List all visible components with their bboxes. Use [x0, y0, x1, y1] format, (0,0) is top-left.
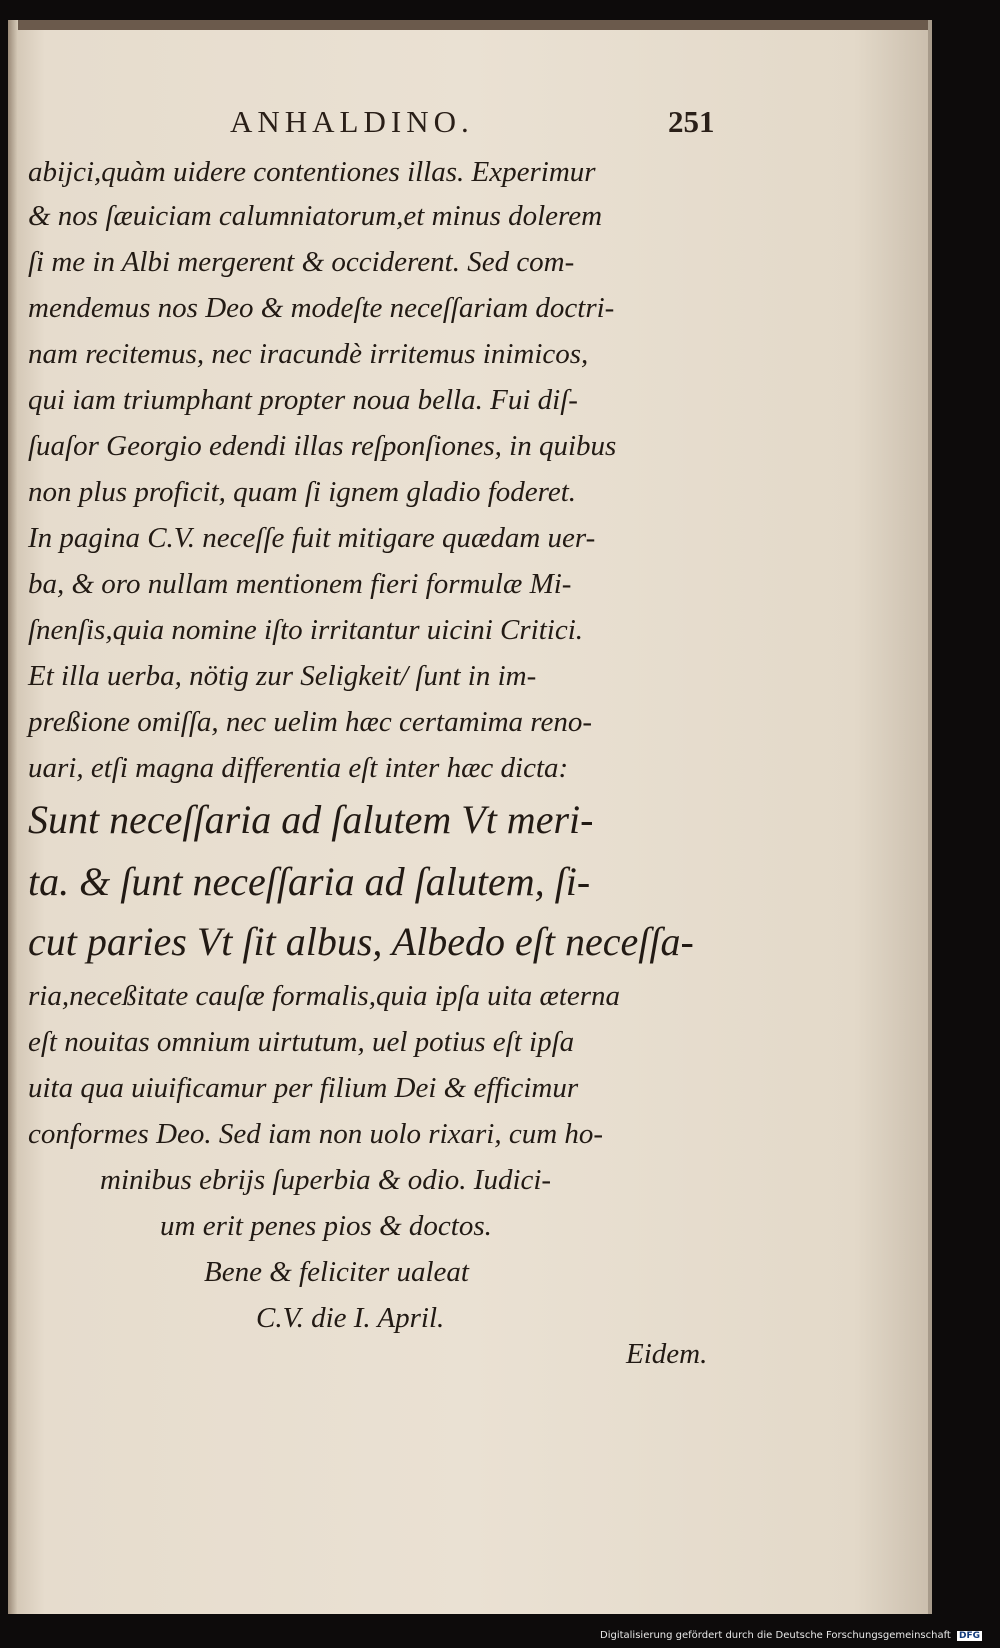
text-line: & nos ſæuiciam calumniatorum,et minus dolerem [28, 200, 603, 232]
text-line: abijci,quàm uidere contentiones illas. Experimur [28, 156, 596, 188]
text-line: minibus ebrijs ſuperbia & odio. Iudici- [100, 1164, 552, 1196]
text-line: nam recitemus, nec iracundè irritemus inimicos, [28, 338, 589, 370]
text-line: ria,neceßitate cauſæ formalis,quia ipſa uita æterna [28, 980, 621, 1012]
text-line: mendemus nos Deo & modeſte neceſſariam doctri- [28, 292, 615, 324]
catchword: Eidem. [626, 1338, 708, 1370]
dfg-logo: DFG [959, 1631, 981, 1641]
text-line: Et illa uerba, nötig zur Seligkeit/ ſunt in im- [28, 660, 537, 692]
text-line: uari, etſi magna differentia eſt inter hæc dicta: [28, 752, 569, 784]
text-line: conformes Deo. Sed iam non uolo rixari, cum ho- [28, 1118, 604, 1150]
text-line: qui iam triumphant propter noua bella. Fui diſ- [28, 384, 578, 416]
text-line-large: cut paries Vt ſit albus, Albedo eſt neceſſa- [28, 919, 694, 964]
credit-text: Digitalisierung gefördert durch die Deutsche Forschungsgemeinschaft [600, 1630, 951, 1641]
text-line: uita qua uiuificamur per filium Dei & efficimur [28, 1072, 579, 1104]
text-line-large: ta. & ſunt neceſſaria ad ſalutem, ſi- [28, 859, 591, 904]
running-head: ANHALDINO. [230, 104, 474, 139]
text-line: um erit penes pios & doctos. [160, 1210, 492, 1242]
closing-line: Bene & feliciter ualeat [204, 1256, 469, 1288]
page-top-edge [8, 20, 928, 30]
text-line-large: Sunt neceſſaria ad ſalutem Vt meri- [28, 797, 594, 842]
book-page [8, 20, 932, 1614]
text-line: preßione omiſſa, nec uelim hæc certamima reno- [28, 706, 593, 738]
text-line: non plus proficit, quam ſi ignem gladio foderet. [28, 476, 577, 508]
text-line: eſt nouitas omnium uirtutum, uel potius eſt ipſa [28, 1026, 575, 1058]
page-number: 251 [668, 104, 715, 139]
digitization-credit [600, 1630, 982, 1641]
text-line: ba, & oro nullam mentionem fieri formulæ Mi- [28, 568, 572, 600]
text-line: ſi me in Albi mergerent & occiderent. Sed com- [28, 246, 575, 278]
page-gutter [8, 20, 18, 1614]
text-line: In pagina C.V. neceſſe fuit mitigare quædam uer- [28, 522, 596, 554]
date-line: C.V. die I. April. [256, 1302, 445, 1334]
text-line: ſnenſis,quia nomine iſto irritantur uicini Critici. [28, 614, 584, 646]
text-line: ſuaſor Georgio edendi illas reſponſiones, in quibus [28, 430, 617, 462]
